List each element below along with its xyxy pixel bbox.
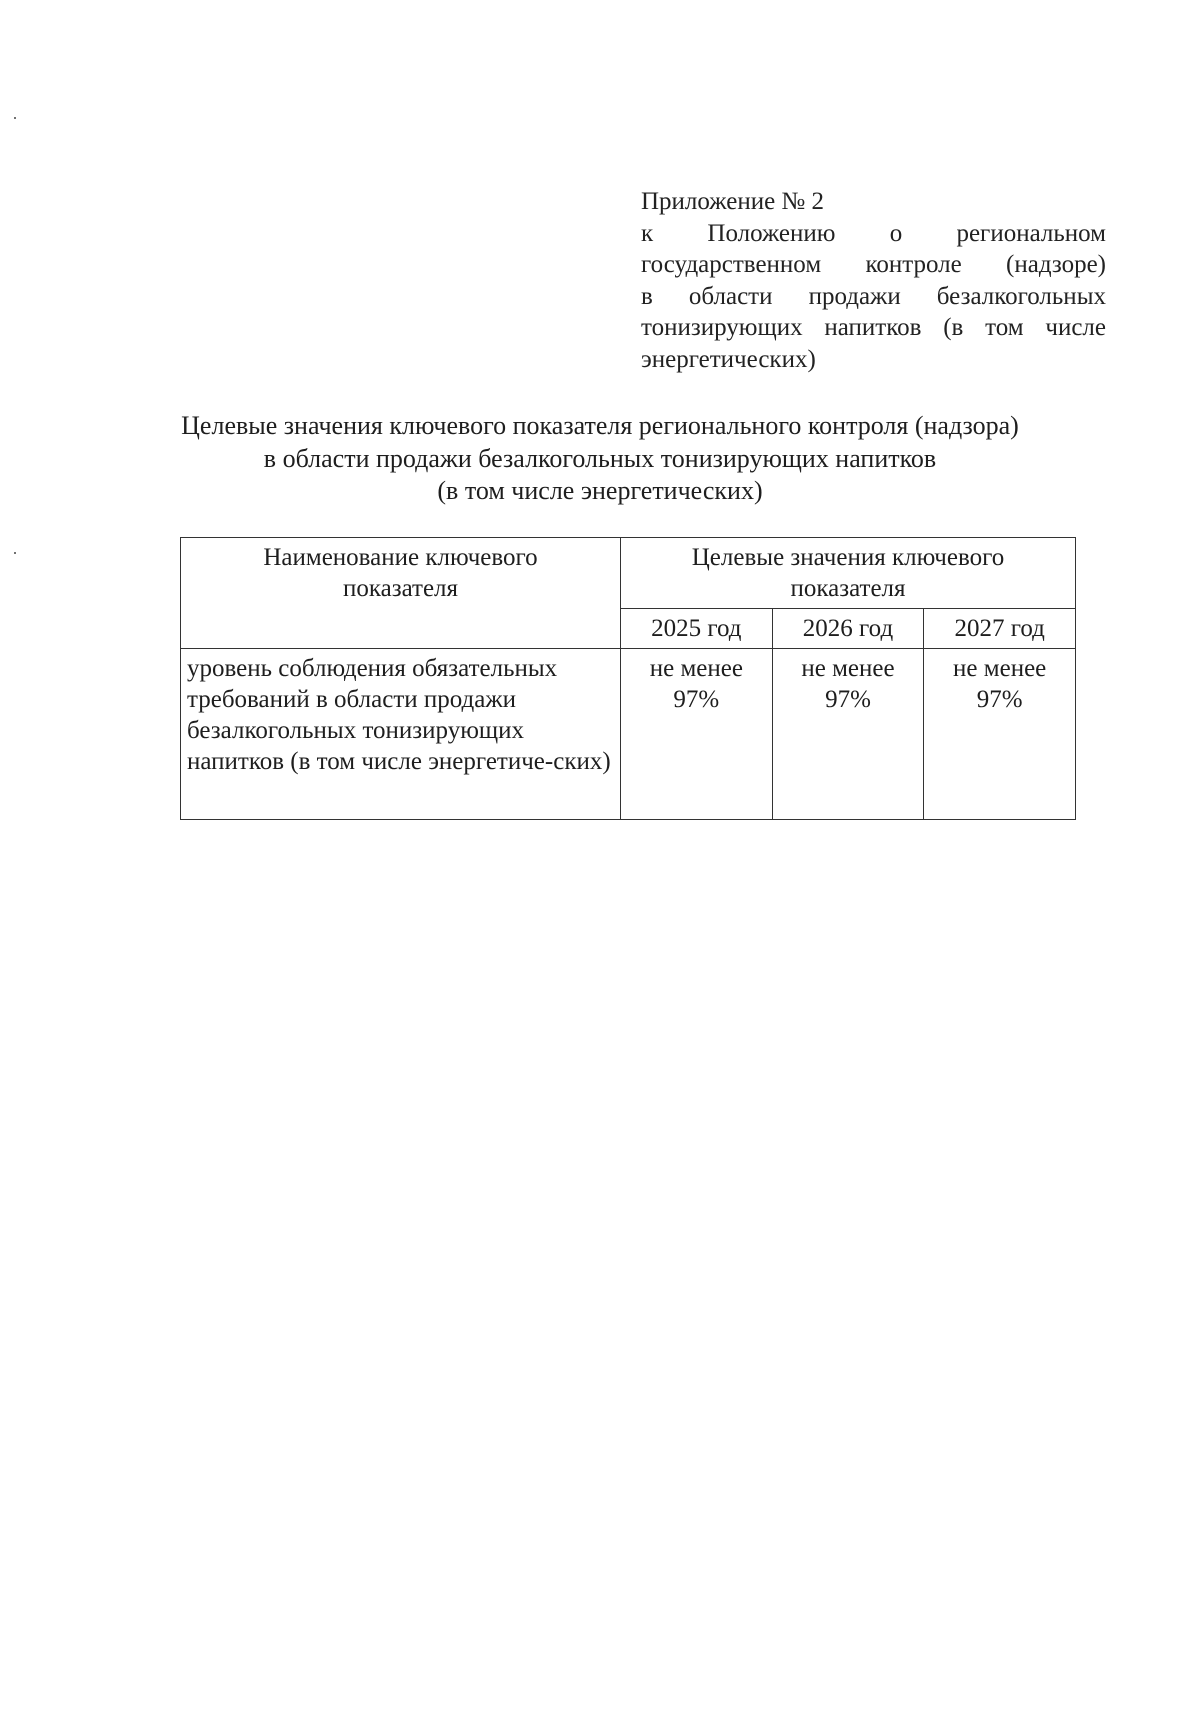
title-line: (в том числе энергетических) [437, 476, 763, 505]
title-line: в области продажи безалкогольных тонизирующих напитков [263, 443, 937, 473]
appendix-line: к Положению о региональном [641, 219, 1106, 247]
target-value-2026: не менее 97% [772, 649, 924, 820]
year-header-2026: 2026 год [772, 609, 924, 649]
target-value-2027: не менее 97% [924, 649, 1076, 820]
appendix-block [641, 186, 1106, 375]
appendix-line: государственном контроле (надзоре) [641, 251, 1106, 278]
target-values-header: Целевые значения ключевого показателя [621, 538, 1076, 609]
document-title [130, 410, 1070, 508]
scan-speck-top [14, 117, 16, 119]
appendix-line: энергетических) [641, 345, 816, 373]
appendix-line: Приложение № 2 [641, 188, 825, 215]
title-line: Целевые значения ключевого показателя регионального контроля (надзора) [181, 411, 1019, 440]
indicator-name-cell: уровень соблюдения обязательных требований в области продажи безалкогольных тонизирующих напитков (в том числе энергетиче-ских) [181, 649, 621, 820]
scan-speck-middle [14, 552, 16, 554]
appendix-line: в области продажи безалкогольных [641, 282, 1106, 310]
table-header-row [181, 538, 1076, 609]
targets-table [180, 537, 1076, 820]
appendix-line: тонизирующих напитков (в том числе [641, 314, 1106, 341]
indicator-name-header: Наименование ключевого показателя [181, 538, 621, 649]
year-header-2027: 2027 год [924, 609, 1076, 649]
table-row [181, 649, 1076, 820]
year-header-2025: 2025 год [621, 609, 773, 649]
target-value-2025: не менее 97% [621, 649, 773, 820]
